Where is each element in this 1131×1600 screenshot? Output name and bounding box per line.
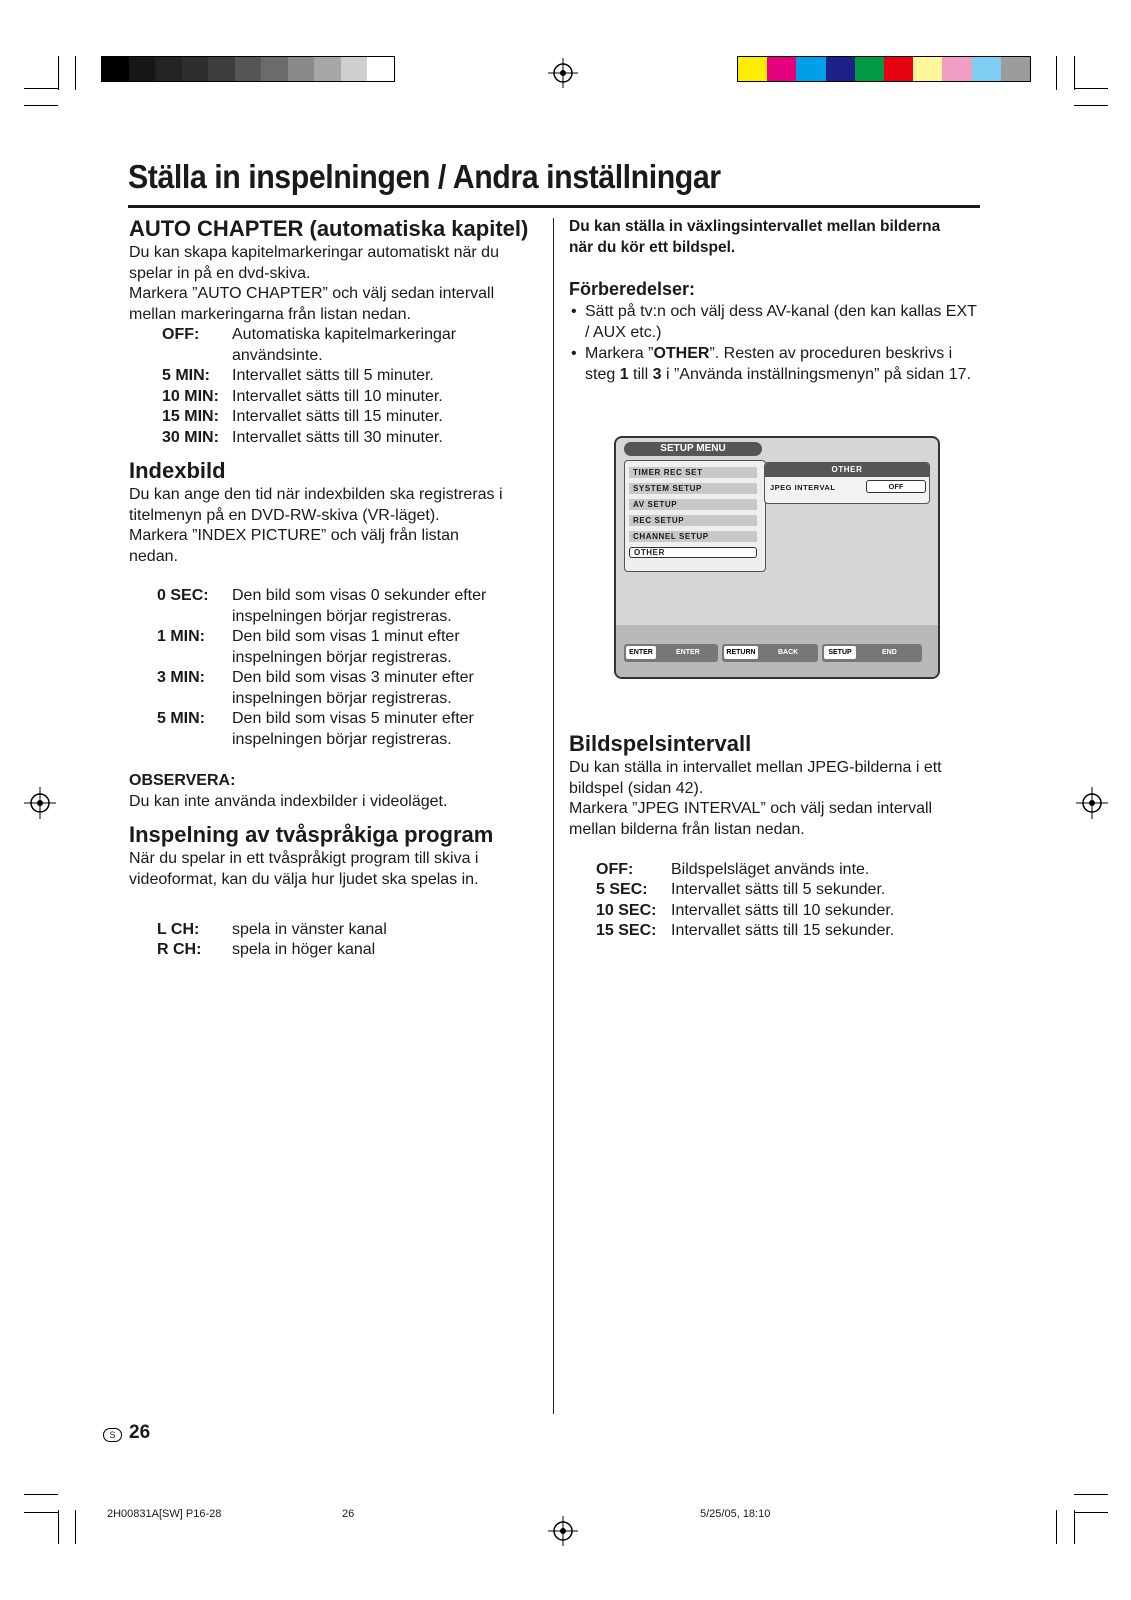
color-swatch xyxy=(182,57,209,81)
registration-target-icon xyxy=(548,1516,578,1546)
bildspel-instruction: Markera ”JPEG INTERVAL” och välj sedan intervall mellan bilderna från listan nedan. xyxy=(569,800,933,838)
color-swatch xyxy=(767,57,797,81)
note-heading: OBSERVERA: xyxy=(129,772,236,789)
registration-target-icon xyxy=(24,787,56,819)
setup-menu-screen xyxy=(614,436,940,679)
registration-target-icon xyxy=(548,58,578,88)
right-intro: Du kan ställa in växlingsintervallet mellan bilderna när du kör ett bildspel. xyxy=(569,218,941,256)
color-swatch xyxy=(314,57,341,81)
indexbild-heading: Indexbild xyxy=(129,458,226,483)
auto-chapter-instruction: Markera ”AUTO CHAPTER” och välj sedan intervall mellan markeringarna från listan nedan. xyxy=(129,285,495,323)
menu-item-timer-rec-set[interactable]: TIMER REC SET xyxy=(629,467,757,478)
auto-chapter-intro: Du kan skapa kapitelmarkeringar automatiskt när du spelar in på en dvd-skiva. xyxy=(129,244,499,282)
note-text: Du kan inte använda indexbilder i videoläget. xyxy=(129,793,448,810)
color-swatch xyxy=(913,57,943,81)
bildspel-intro: Du kan ställa in intervallet mellan JPEG-bilderna i ett bildspel (sidan 42). xyxy=(569,759,942,797)
osd-button-enter[interactable] xyxy=(624,644,718,662)
color-swatch xyxy=(155,57,182,81)
setup-menu-title: SETUP MENU xyxy=(624,442,762,456)
bilingual-intro: När du spelar in ett tvåspråkigt program till skiva i videoformat, kan du välja hur ljudet ska spelas in. xyxy=(129,850,479,888)
color-swatch xyxy=(738,57,768,81)
color-swatch xyxy=(972,57,1002,81)
page-number: 26 xyxy=(129,1422,151,1443)
title-rule xyxy=(128,205,980,208)
menu-item-other[interactable]: OTHER xyxy=(629,547,757,558)
other-submenu xyxy=(764,462,930,504)
enter-key[interactable]: ENTER xyxy=(626,646,656,659)
enter-label: ENTER xyxy=(676,649,700,656)
osd-button-return[interactable] xyxy=(722,644,818,662)
color-bar xyxy=(737,56,1031,82)
color-swatch xyxy=(826,57,856,81)
grayscale-bar xyxy=(101,56,395,82)
menu-item-system-setup[interactable]: SYSTEM SETUP xyxy=(629,483,757,494)
prep-heading: Förberedelser: xyxy=(569,279,696,299)
bilingual-heading: Inspelning av tvåspråkiga program xyxy=(129,822,494,847)
indexbild-instruction: Markera ”INDEX PICTURE” och välj från listan nedan. xyxy=(129,527,459,565)
color-swatch xyxy=(1001,57,1031,81)
color-swatch xyxy=(261,57,288,81)
back-label: BACK xyxy=(778,649,799,656)
page-title: Ställa in inspelningen / Andra inställningar xyxy=(128,158,721,195)
jpeg-interval-label: JPEG INTERVAL xyxy=(770,483,836,492)
color-swatch xyxy=(884,57,914,81)
color-swatch xyxy=(129,57,156,81)
color-swatch xyxy=(367,57,394,81)
color-swatch xyxy=(235,57,262,81)
menu-item-channel-setup[interactable]: CHANNEL SETUP xyxy=(629,531,757,542)
indexbild-intro: Du kan ange den tid när indexbilden ska registreras i titelmenyn på en DVD-RW-skiva (VR-läget). xyxy=(129,486,503,524)
column-divider xyxy=(553,218,554,1414)
jpeg-interval-value[interactable]: OFF xyxy=(866,480,926,493)
setup-key[interactable]: SETUP xyxy=(824,646,856,659)
language-badge: S xyxy=(103,1428,122,1442)
color-swatch xyxy=(855,57,885,81)
color-swatch xyxy=(102,57,129,81)
menu-item-av-setup[interactable]: AV SETUP xyxy=(629,499,757,510)
color-swatch xyxy=(796,57,826,81)
registration-target-icon xyxy=(1076,787,1108,819)
submenu-title: OTHER xyxy=(765,463,929,477)
menu-item-rec-setup[interactable]: REC SETUP xyxy=(629,515,757,526)
footer-page: 26 xyxy=(342,1508,355,1520)
color-swatch xyxy=(341,57,368,81)
footer-code: 2H00831A[SW] P16-28 xyxy=(107,1508,222,1520)
osd-button-setup[interactable] xyxy=(822,644,922,662)
bullet-dot: • xyxy=(571,345,577,362)
footer-date: 5/25/05, 18:10 xyxy=(700,1508,771,1520)
setup-menu-list xyxy=(624,460,766,572)
bullet-dot: • xyxy=(571,303,577,320)
color-swatch xyxy=(288,57,315,81)
auto-chapter-heading: AUTO CHAPTER (automatiska kapitel) xyxy=(129,216,529,241)
end-label: END xyxy=(882,649,897,656)
return-key[interactable]: RETURN xyxy=(724,646,758,659)
color-swatch xyxy=(208,57,235,81)
color-swatch xyxy=(942,57,972,81)
bildspel-heading: Bildspelsintervall xyxy=(569,731,752,756)
